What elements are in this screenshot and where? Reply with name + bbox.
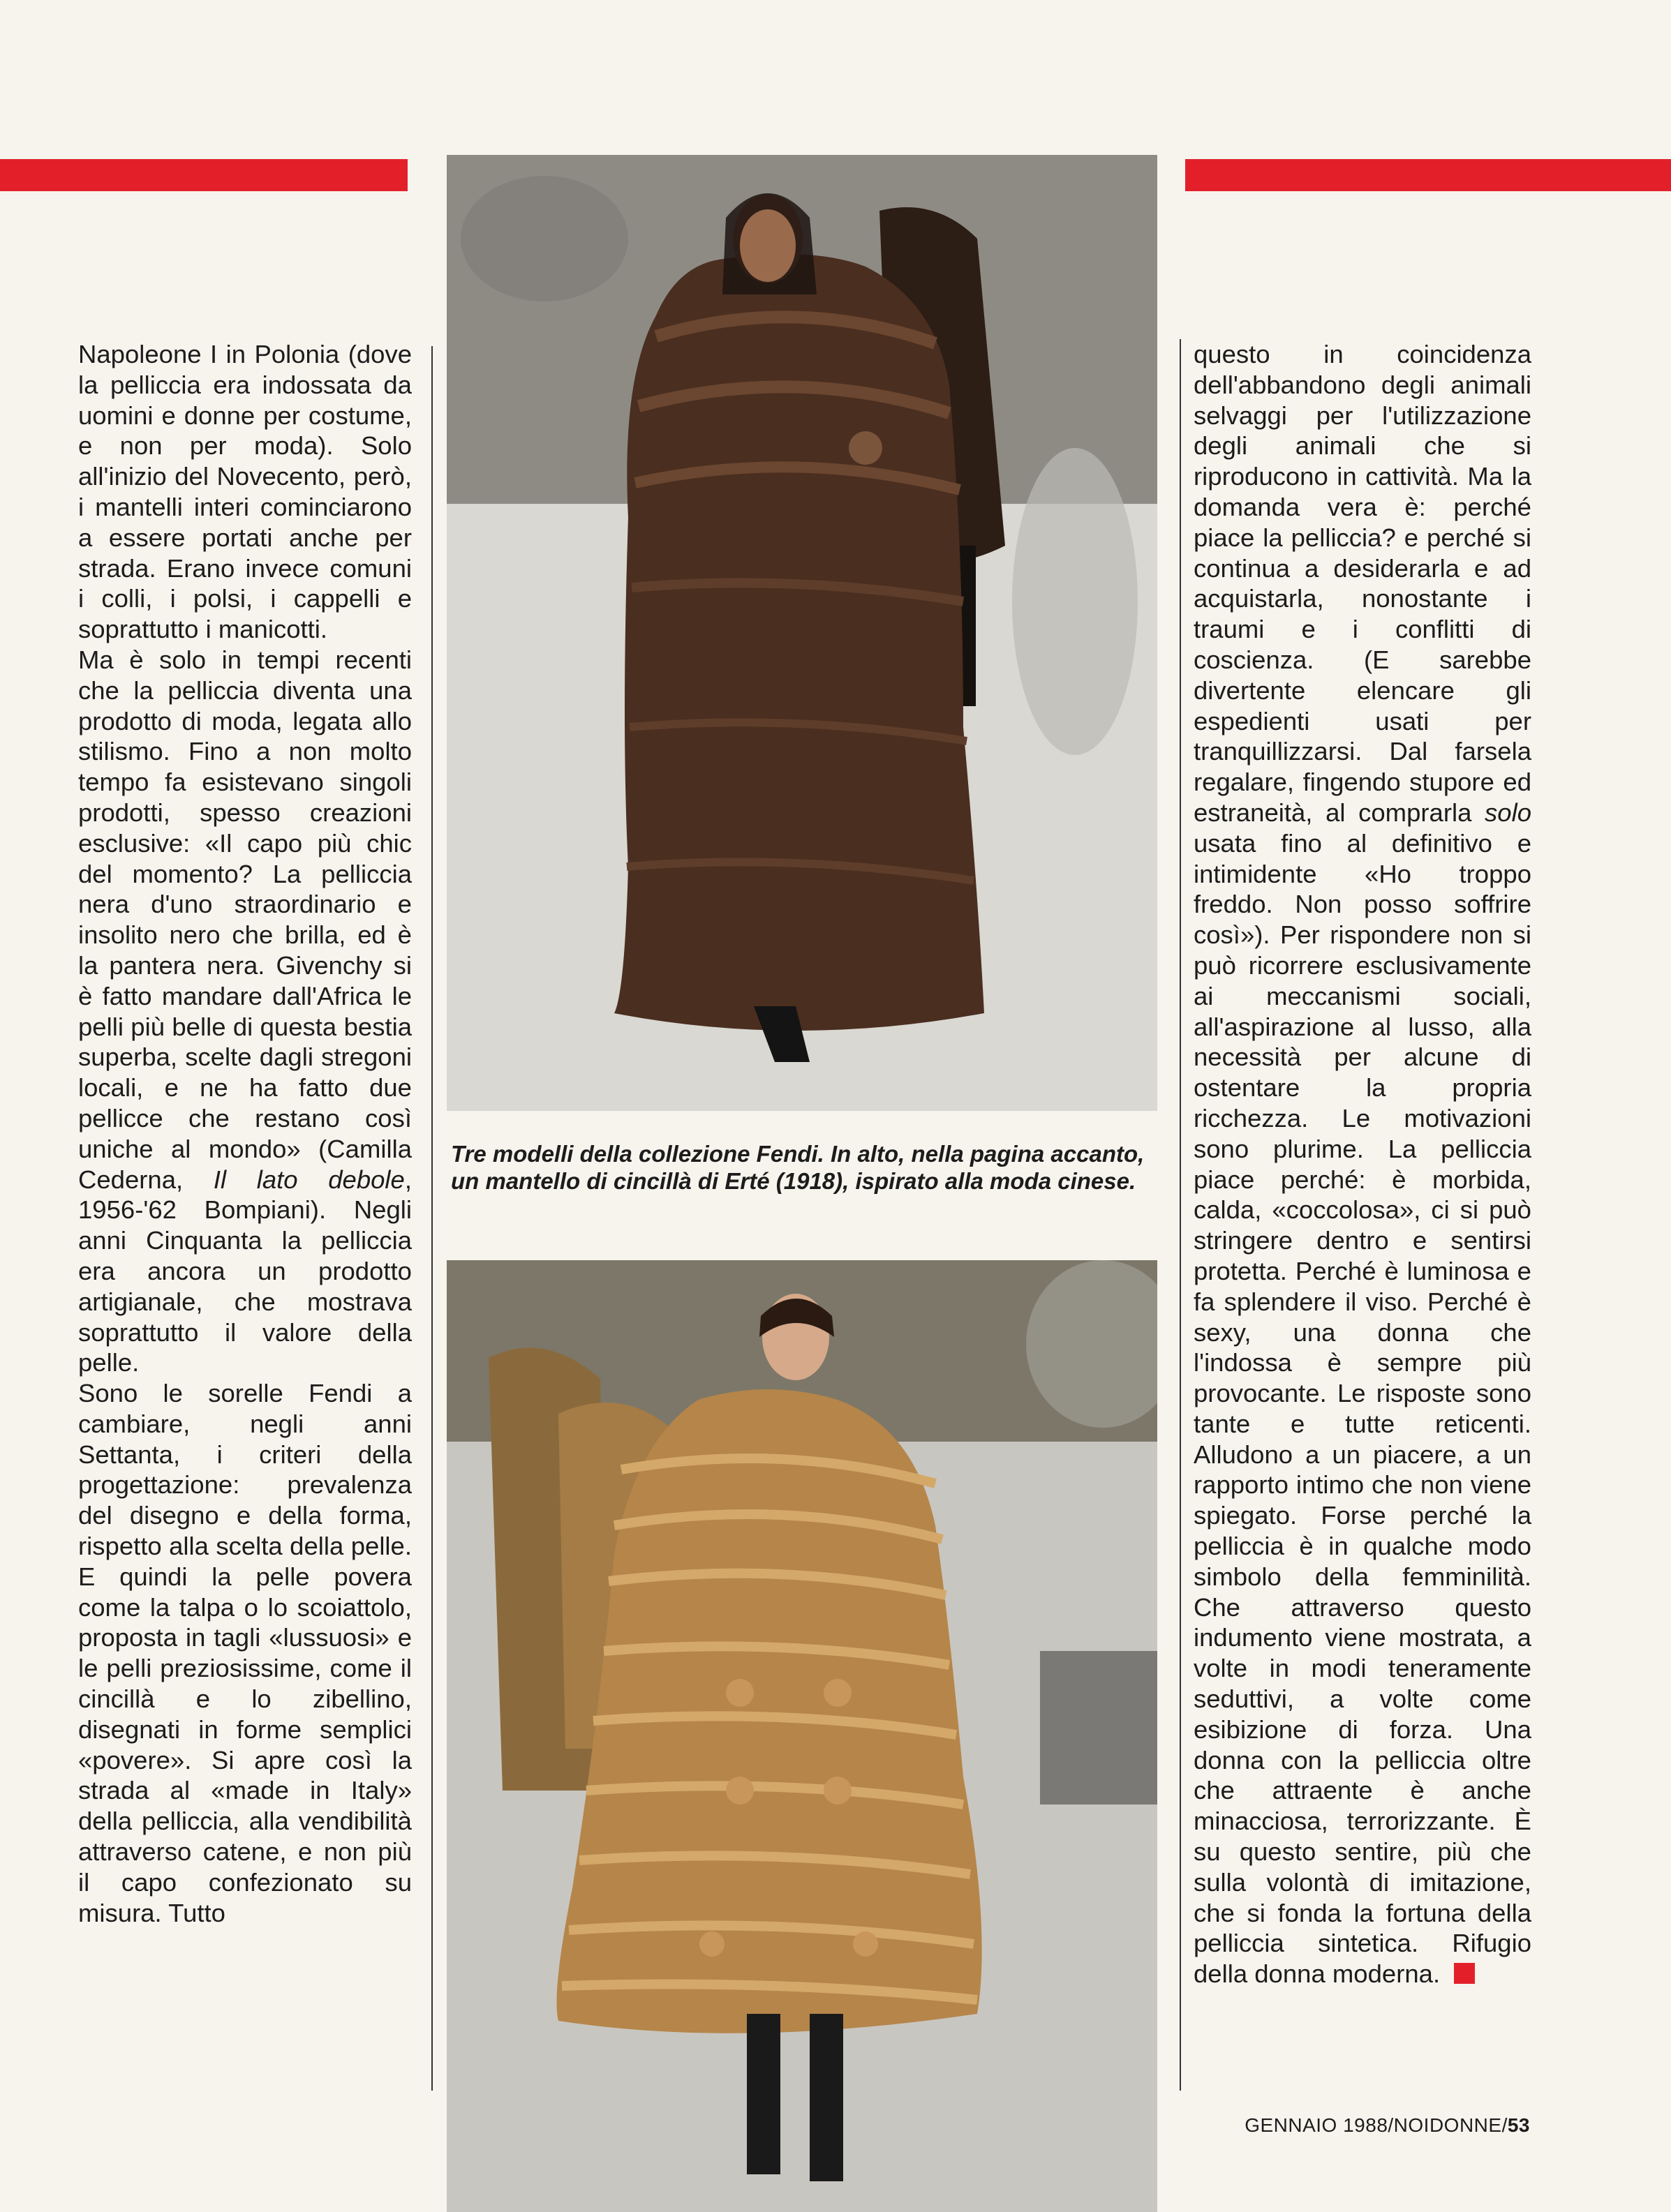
photo-runway-striped-fur-coat [447,1260,1157,2212]
end-of-article-mark [1454,1963,1475,1984]
left-paragraph-2-text-end: , 1956-'62 Bompiani). Negli anni Cinquanta la pelliccia era ancora un prodotto artigianale, che mostrava soprattutto il valore della pelle. [78,1165,412,1377]
photo-top-illustration [447,155,1157,1111]
column-rule-right [1180,339,1181,2091]
column-rule-left [431,346,433,2091]
left-paragraph-2 [78,645,412,1378]
left-paragraph-3: Sono le sorelle Fendi a cambiare, negli anni Settanta, i criteri della progettazione: prevalenza del disegno e della forma, rispetto alla scelta della pelle. E quindi la pelle povera come la talpa o lo scoiattolo, proposta in tagli «lussuosi» e le pelli preziosissime, come il cincillà e lo zibellino, disegnati in forme semplici «povere». Si apre così la strada al «made in Italy» della pelliccia, alla vendibilità attraverso catene, e non più il capo confezionato su misura. Tutto [78,1379,412,1927]
right-paragraph [1194,339,1531,1989]
photo-runway-dark-fur-coat [447,155,1157,1111]
book-title: Il lato debole [213,1165,405,1194]
emphasis-solo: solo [1485,798,1531,827]
red-bar-left [0,159,408,191]
left-paragraph-1: Napoleone I in Polonia (dove la pelliccia era indossata da uomini e donne per costume, e non per moda). Solo all'inizio del Novecento, però, i mantelli interi cominciarono a essere portati anche per strada. Erano invece comuni i colli, i polsi, i cappelli e soprattutto i manicotti. [78,340,412,644]
photo-bottom-illustration [447,1260,1157,2212]
page-footer [1237,2114,1530,2137]
left-text-column [78,339,412,1928]
right-paragraph-text: questo in coincidenza dell'abbandono degli animali selvaggi per l'utilizzazione degli animali che si riproducono in cattività. Ma la domanda vera è: perché piace la pelliccia? e perché si continua a desiderarla e ad acquistarla, nonostante i traumi e i conflitti di coscienza. (E sarebbe divertente elencare gli espedienti usati per tranquillizzarsi. Dal farsela regalare, fingendo stupore ed estraneità, al comprarla [1194,340,1531,827]
red-bar-right [1185,159,1671,191]
right-paragraph-text-end: usata fino al definitivo e intimidente «Ho troppo freddo. Non posso soffrire così»). Per rispondere non si può ricorrere esclusivamente ai meccanismi sociali, all'aspirazione al lusso, alla necessità per alcune di ostentare la propria ricchezza. Le motivazioni sono plurime. La pelliccia piace perché: è morbida, calda, «coccolosa», ci si può stringere dentro e sentirsi protetta. Perché è luminosa e fa splendere il viso. Perché è sexy, una donna che l'indossa è sempre più provocante. Le risposte sono tante e tutte reticenti. Alludono a un piacere, a un rapporto intimo che non viene spiegato. Forse perché la pelliccia è in qualche modo simbolo della femminilità. Che attraverso questo indumento viene mostrata, a volte in modi teneramente seduttivi, a volte come esibizione di forza. Una donna con la pelliccia oltre che attraente è anche minacciosa, terrorizzante. È su questo sentire, più che sulla volontà di imitazione, che si fonda la fortuna della pelliccia sintetica. Rifugio della donna moderna. [1194,828,1531,1989]
left-paragraph-2-text: Ma è solo in tempi recenti che la pelliccia diventa una prodotto di moda, legata allo stilismo. Fino a non molto tempo fa esistevano singoli prodotti, spesso creazioni esclusive: «Il capo più chic del momento? La pelliccia nera d'uno straordinario e insolito nero che brilla, ed è la pantera nera. Givenchy si è fatto mandare dall'Africa le pelli più belle di questa bestia superba, scelte dagli stregoni locali, e ne ha fatto due pellicce che restano così uniche al mondo» (Camilla Cederna, [78,645,412,1194]
page-number: 53 [1507,2114,1530,2136]
photo-caption: Tre modelli della collezione Fendi. In alto, nella pagina accanto, un mantello di cincillà di Erté (1918), ispirato alla moda cinese. [451,1141,1145,1194]
footer-issue: GENNAIO 1988/NOIDONNE/ [1245,2114,1508,2136]
right-text-column [1194,339,1531,1989]
